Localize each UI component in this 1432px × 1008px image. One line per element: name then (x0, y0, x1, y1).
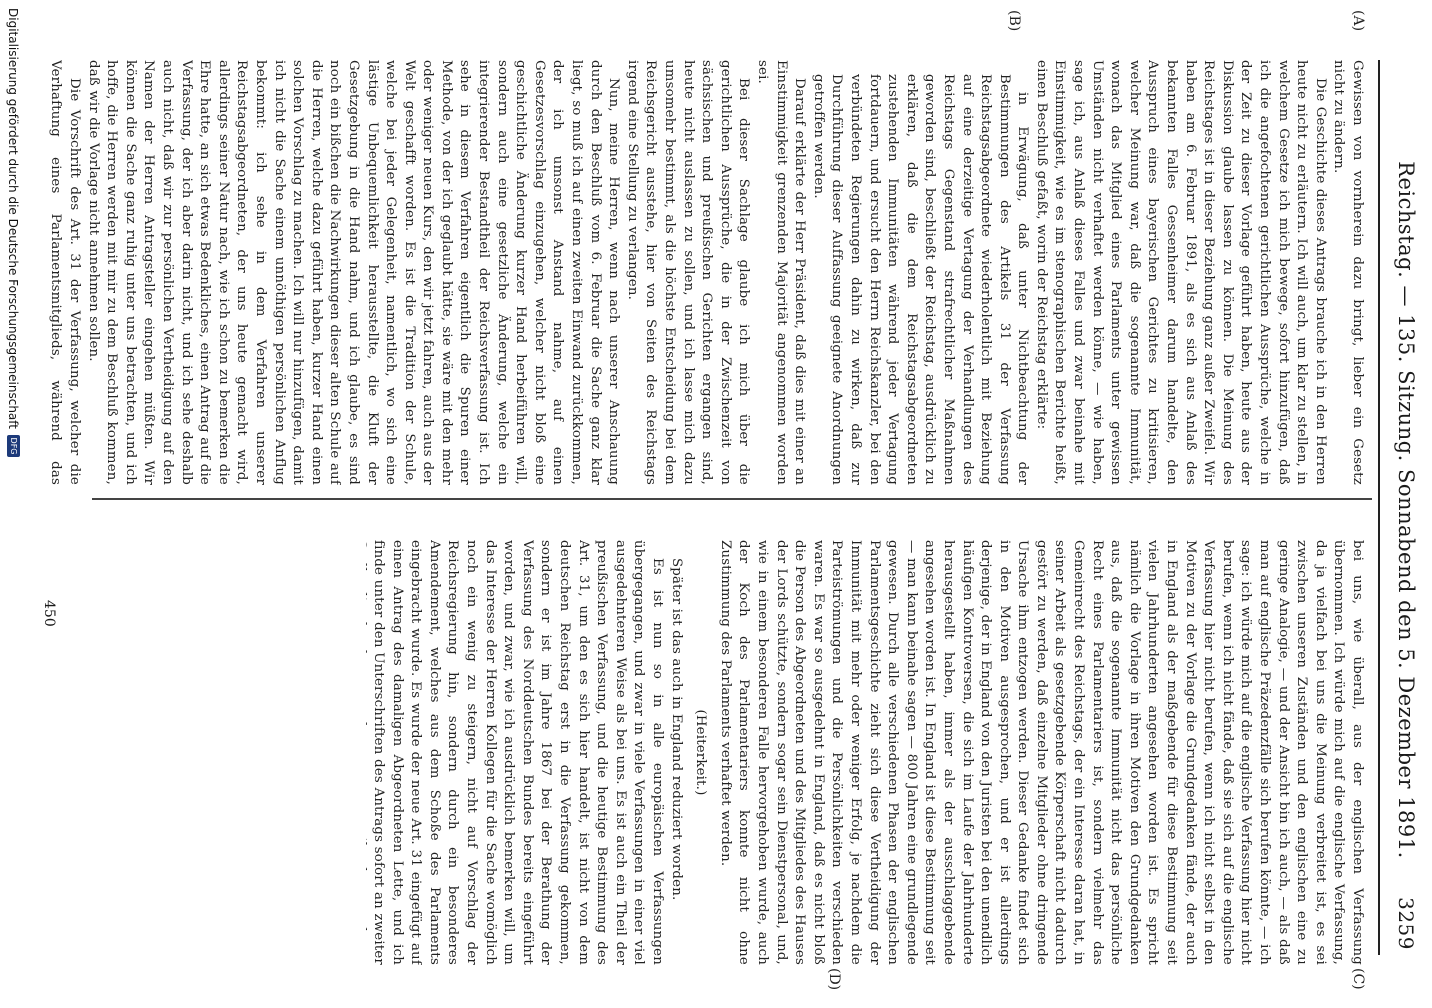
page-number: 3259 (1394, 897, 1418, 950)
right-column (366, 540, 1366, 965)
header-rule (1378, 60, 1380, 955)
margin-marker-c: (C) (1350, 968, 1366, 990)
left-column (46, 60, 1366, 485)
paragraph: Die Geschichte dieses Antrags brauche ich in den Herren heute nicht zu erläutern. Ich will auch, um klar zu stellen, in welchem Gesetze ich mich bewege, sofort hinzufügen, daß ich die angefochtenen gerichtlichen Aussprüche, welche in der Zeit zu dieser Vorlage geführt haben, heute aus der Diskussion glaube lassen zu können. Die Meinung des Reichstages ist in dieser Beziehung ganz außer Zweifel. Wir haben am 6. Februar 1891, als es sich aus Anlaß des bekannten Falles Gessenheimer darum handelte, den Ausspruch eines bayerischen Gerichtes zu kritisieren, welcher Meinung war, daß die sogenannte Immunität, wonach das Mitglied eines Parlaments unter gewissen Umständen nicht verhaftet werden könne, — wie haben, sage ich, aus Anlaß dieses Falles und zwar beinahe mit Einstimmigkeit, wie es im stenographischen Berichte heißt, einen Beschluß gefaßt, worin der Reichstag erklärte: (1033, 60, 1328, 485)
paragraph: bei uns, wie überall, aus der englischen Verfassung übernommen. Ich würde mich auf die englische Verfassung, da ja vielfach bei uns die Meinung verbreitet ist, es sei zwischen unseren Zuständen und den englischen eine zu geringe Analogie, — und der Ansicht bin ich auch, — als daß man auf englische Präzedenzfälle sich berufen könnte, — ich sage: ich würde mich auf die englische Verfassung hier nicht berufen, wenn ich nicht fände, daß sie sich auf die englische Verfassung hier nicht berufen, wenn ich nicht selbst in den Motiven zu der Vorlage die Grundgedanken fände, der auch in England als der maßgebende für diese Bestimmung seit vielen Jahrhunderten angesehen worden ist. Es spricht nämlich die Vorlage in ihren Motiven den Grundgedanken aus, daß die sogenannte Immunität nicht das persönliche Recht eines Parlamentariers ist, sondern vielmehr das Gemeinrecht des Reichstags, der ein Interesse daran hat, in seiner Arbeit als gesetzgebende Körperschaft nicht dadurch gestört zu werden, daß einzelne Mitglieder ohne dringende Ursache ihm entzogen werden. Dieser Gedanke findet sich in den Motiven ausgesprochen, und er ist allerdings derjenige, der in England von den Juristen bei den unendlich häufigen Kontroversen, die sich im Laufe der Jahrhunderte herausgestellt haben, immer als der ausschlaggebende angesehen worden ist. In England ist diese Bestimmung seit — man kann beinahe sagen — 800 Jahren eine grundlegende gewesen. Durch alle verschiedenen Phasen der englischen Parlamentsgeschichte zieht sich diese Vertheidigung der Immunität mit mehr oder weniger Erfolg, je nachdem die Parteiströmungen und die Persönlichkeiten verschieden waren. Es war so ausgedehnt in England, daß es nicht bloß die Person des Abgeordneten und des Mitgliedes des Hauses der Lords schützte, sondern sogar sein Dienstpersonal, und, wie in einem besonderen Falle hervorgehoben wurde, auch der Koch des Parlamentariers konnte nicht ohne Zustimmung des Parlaments verhaftet werden. (717, 540, 1365, 965)
digitization-note (0, 0, 27, 1008)
paragraph: Es ist nun so in alle europäischen Verfassungen übergegangen, und zwar in viele Verfassungen in einer viel ausgedehnteren Weise als bei uns. Es ist auch ein Theil der preußischen Verfassung, und die heutige Bestimmung des Art. 31, um den es sich hier handelt, ist nicht von dem deutschen Reichstag erst in die Verfassung gekommen, sondern er ist im Jahre 1867 bei der Berathung der Verfassung des Norddeutschen Bundes bereits eingeführt worden, und zwar, wie ich ausdrücklich bemerken will, um das Interesse der Herren Kollegen für die Sache womöglich noch ein wenig zu steigern, nicht auf Vorschlag der Reichsregierung hin, sondern durch ein besonderes Amendement, welches aus dem Schoße des Parlaments eingebracht wurde. Es wurde der neue Art. 31 eingefügt auf einen Antrag des damaligen Abgeordneten Lette, und ich finde unter den Unterschriften des Antrags sofort an zweiter (371, 540, 666, 965)
margin-marker-a: (A) (1350, 10, 1366, 32)
interjection: (Heiterkeit.) (693, 709, 709, 796)
paragraph: Gewissen von vornherein dazu bringt, lieber ein Gesetz nicht zu ändern. (1331, 60, 1365, 485)
paragraph: Nun, meine Herren, wenn nach unserer Anschauung durch den Beschluß vom 6. Februar die Sache ganz klar liegt, so muß ich auf einen zweiten Einwand zurückkommen, der ich umsonst Anstand nahme, auf einen Gesetzesvorschlag einzugehen, welcher nicht bloß eine geschichtliche Änderung kurzer Hand herbeiführen will, sondern auch eine gesetzliche Änderung, welche ein integrierender Bestandtheil der Reichsverfassung ist. Ich sehe in diesem Verfahren eigentlich die Spuren einer Methode, von der ich geglaubt hätte, sie wäre mit den mehr oder weniger neuen Kurs, den wir jetzt fahren, auch aus der Welt geschafft worden. Es ist die Tradition der Schule, welche bei jeder Gelegenheit, namentlich, wo sich eine lästige Unbequemlichkeit herausstellte, die Kluft der Gesetzgebung in die Hand nahm, und ich glaube, es sind noch ein bißchen die Nachwirkungen dieser alten Schule auf die Herren, welche dazu geführt haben, kurzer Hand einen solchen Vorschlag zu machen. Ich will nur hinzufügen, damit ich nicht die Sache einem unnöthigen persönlichen Anflug bekommt: ich sehe in dem Verfahren unserer Reichstagsabgeordneten, der uns heute gemacht wird, allerdings seiner Natur nach, wie ich schon zu bemerken die Ehre hatte, an sich etwas Bedenkliches, einen Antrag auf die Verfassung, der ich aber darin nicht, und ich sehe deshalb auch nicht, daß wir zur persönlichen Vertheidigung auf den Namen der Herren Antragsteller eingehen müßten. Wir können die Sache ganz ruhig unter uns betrachten, und ich hoffe, die Herren werden mit mir zu dem Beschluß kommen, daß wir die Vorlage nicht annehmen sollen. (85, 60, 622, 485)
note-text: Digitalisierung gefördert durch die Deutsche Forschungsgemeinschaft (6, 8, 21, 430)
page-title: Reichstag. — 135. Sitzung. Sonnabend den 5. Dezember 1891. (1394, 161, 1418, 859)
margin-marker-d: (D) (826, 968, 842, 991)
paragraph: Die Vorschrift des Art. 31 der Verfassung, welcher die Verhaftung eines Parlamentsmitglieds, während das (48, 60, 83, 485)
margin-marker-b: (B) (1006, 10, 1022, 32)
sheet-number: 450 (41, 600, 57, 627)
page-header (1384, 70, 1424, 950)
paragraph: Bei dieser Sachlage glaube ich mich über die gerichtlichen Aussprüche, die in der Zwischenzeit von sächsischen und preußischen Gerichten ergangen sind, heute nicht auslassen zu sollen, und ich lasse mich dazu umsomehr bestimmt, als die höchste Entscheidung bei dem Reichsgericht ausstehe, hier von Seiten des Reichstags irgend eine Stellung zu verlangen. (624, 60, 752, 485)
dfg-logo: DFG (7, 435, 20, 457)
quoted-resolution: in Erwägung, daß unter Nichtbeachtung der Bestimmungen des Artikels 31 der Verfassung Reichstagsabgeordnete wiederholentlich mit Beziehung auf eine derzeitige Vertagung der Verhandlungen des Reichstags Gegenstand strafrechtlicher Maßnahmen geworden sind, beschließt der Reichstag, ausdrücklich zu erklären, daß die dem Reichstagsabgeordneten zustehenden Immunitäten während jeder Vertagung fortdauern, und ersucht den Herrn Reichskanzler, bei den verbündeten Regierungen dahin zu wirken, daß zur Durchführung dieser Auffassung geeignete Anordnungen getroffen werden. (810, 74, 1031, 485)
column-divider (92, 498, 1372, 500)
paragraph: Später ist das auch in England reduziert worden. (668, 558, 684, 901)
paragraph: Darauf erklärte der Herr Präsident, daß dies mit einer an Einstimmigkeit grenzenden Majorität angenommen worden sei. (755, 60, 808, 485)
